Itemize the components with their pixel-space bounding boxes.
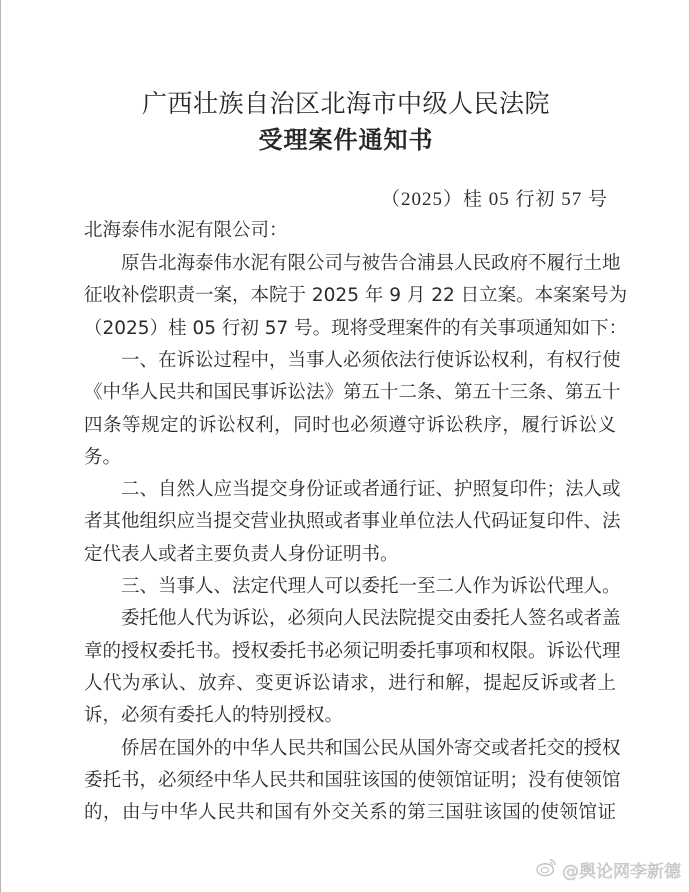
body-line: 二、自然人应当提交身份证或者通行证、护照复印件；法人或 bbox=[121, 479, 621, 501]
body-line: 委托他人代为诉讼，必须向人民法院提交由委托人签名或者盖 bbox=[121, 608, 621, 630]
body-line: 委托书，必须经中华人民共和国驻该国的使领馆证明；没有使领馆 bbox=[84, 769, 621, 791]
body-line: 定代表人或者主要负责人身份证明书。 bbox=[84, 543, 399, 565]
body-line: 者其他组织应当提交营业执照或者事业单位法人代码证复印件、法 bbox=[84, 511, 621, 533]
body-line: 四条等规定的诉讼权利，同时也必须遵守诉讼秩序，履行诉讼义 bbox=[84, 414, 616, 436]
watermark bbox=[536, 857, 681, 882]
notice-title: 受理案件通知书 bbox=[258, 125, 434, 154]
body-line: 侨居在国外的中华人民共和国公民从国外寄交或者托交的授权 bbox=[121, 737, 621, 759]
body-line: 三、当事人、法定代理人可以委托一至二人作为诉讼代理人。 bbox=[121, 576, 621, 597]
body-line: 征收补偿职责一案，本院于 2025 年 9 月 22 日立案。本案案号为 bbox=[84, 285, 628, 307]
case-number: （2025）桂 05 行初 57 号 bbox=[381, 189, 609, 210]
body-line: 务。 bbox=[84, 446, 122, 468]
body-line: 一、在诉讼过程中，当事人必须依法行使诉讼权利，有权行使 bbox=[121, 349, 621, 371]
watermark-text: @舆论网李新德 bbox=[562, 862, 681, 882]
court-name-title: 广西壮族自治区北海市中级人民法院 bbox=[141, 89, 550, 118]
weibo-icon bbox=[536, 857, 558, 882]
addressee: 北海泰伟水泥有限公司： bbox=[84, 220, 288, 241]
body-line: （2025）桂 05 行初 57 号。现将受理案件的有关事项通知如下： bbox=[84, 317, 628, 339]
body-line: 章的授权委托书。授权委托书必须记明委托事项和权限。诉讼代理 bbox=[84, 640, 621, 662]
body-line: 《中华人民共和国民事诉讼法》第五十二条、第五十三条、第五十 bbox=[84, 382, 621, 404]
body-line: 诉，必须有委托人的特别授权。 bbox=[84, 705, 344, 727]
body-line: 人代为承认、放弃、变更诉讼请求，进行和解，提起反诉或者上 bbox=[84, 672, 616, 694]
body-line: 原告北海泰伟水泥有限公司与被告合浦县人民政府不履行土地 bbox=[121, 253, 621, 274]
body-line: 的，由与中华人民共和国有外交关系的第三国驻该国的使领馆证 bbox=[84, 802, 616, 824]
